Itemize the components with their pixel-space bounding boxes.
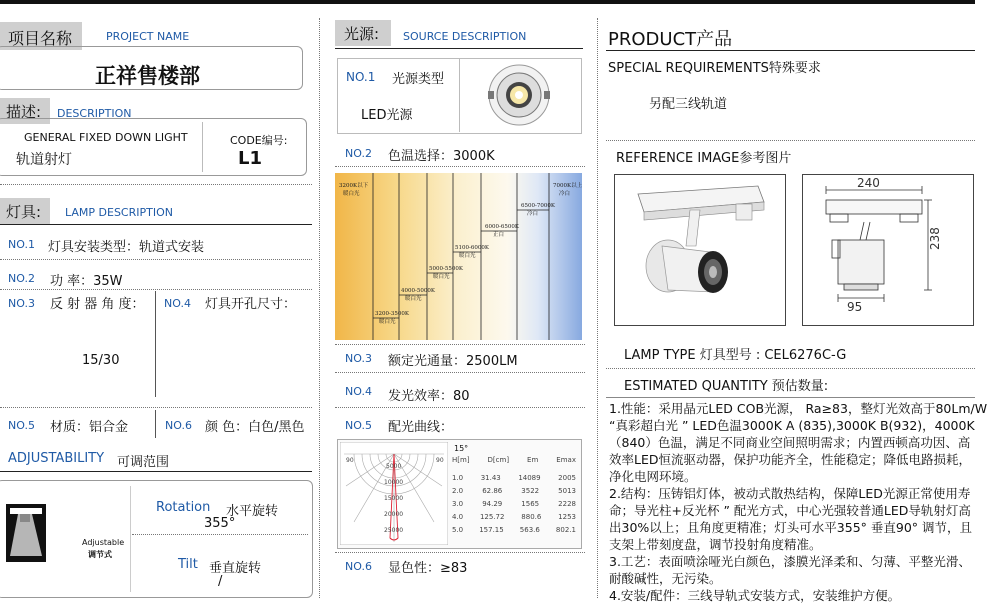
color: 颜 色：白色/黑色 (205, 420, 305, 435)
no2-label: NO.2 (8, 272, 35, 285)
adjustable-icon (6, 504, 46, 562)
project-name: 正祥售楼部 (95, 64, 200, 88)
no6-label: NO.6 (165, 419, 192, 432)
curve-table-cell: 1565 (521, 500, 540, 508)
curve-table (452, 456, 576, 464)
divider-left-mid (319, 18, 320, 598)
spec-line: 1.性能：采用晶元LED COB光源， Ra≥83，整灯光效高于80Lm/W (609, 401, 988, 416)
rule-cct (335, 166, 585, 167)
source-label: 光源: (344, 25, 380, 43)
rule-no1 (0, 259, 312, 260)
adjust-en: ADJUSTABILITY (8, 451, 105, 466)
curve-table-cell: 563.6 (519, 526, 540, 534)
svg-text:暖白光: 暖白光 (343, 191, 360, 197)
top-rule (0, 0, 975, 4)
spec-label-4: 5000-5500K (429, 266, 463, 272)
source-type: 光源类型 (392, 72, 445, 87)
rule-lamp (0, 224, 312, 225)
spec-line: 净化电网环境。 (609, 469, 697, 484)
svg-text:暖白光: 暖白光 (459, 253, 476, 259)
curve-table-cell: 14089 (518, 474, 541, 482)
src-no6: NO.6 (345, 560, 372, 573)
curve-label: 配光曲线： (388, 420, 454, 435)
spec-label-6: 6000-6500K (485, 224, 519, 230)
adjustable-label-en: Adjustable (82, 538, 125, 547)
curve-table-row (452, 513, 576, 521)
spec-line: （840）色温，满足不同商业空间照明需求；内置西顿高功因、高 (609, 435, 971, 450)
no3-label: NO.3 (8, 297, 35, 310)
dim-height: 238 (928, 227, 942, 250)
rotation-cn: 水平旋转 (226, 504, 279, 519)
polar-curve (340, 442, 448, 545)
rotation-en: Rotation (156, 500, 211, 515)
spec-paragraphs (609, 400, 1001, 604)
rule-source (335, 48, 583, 49)
led-module-image (486, 62, 552, 128)
curve-header: D[cm] (487, 456, 510, 464)
special-value: 另配三线轨道 (649, 97, 728, 112)
adjust-inner-divider (130, 486, 131, 592)
general-cn: 轨道射灯 (16, 152, 72, 168)
curve-rows (452, 474, 576, 539)
rule-no2 (0, 289, 312, 290)
curve-tick-1: 5000 (386, 463, 402, 470)
power: 功 率：35W (50, 274, 123, 289)
curve-table-cell: 5.0 (452, 526, 464, 534)
cct: 色温选择：3000K (388, 149, 495, 164)
curve-tick-2: 10000 (384, 479, 404, 486)
tilt-en: Tilt (178, 557, 198, 572)
curve-table-cell: 2228 (558, 500, 576, 508)
curve-table-cell: 62.86 (482, 487, 503, 495)
curve-table-row (452, 487, 576, 495)
curve-tick-5: 25000 (384, 527, 404, 534)
curve-tick-3: 15000 (384, 495, 404, 502)
project-label: 项目名称 (8, 29, 73, 48)
curve-table-cell: 880.6 (521, 513, 542, 521)
spec-label-2: 3200-3500K (375, 311, 409, 317)
adjust-cn: 可调范围 (117, 455, 170, 470)
curve-table-cell: 94.29 (482, 500, 503, 508)
rule-no34 (0, 407, 312, 408)
spec-line: 2.结构：压铸铝灯体，被动式散热结构，保障LED光源正常使用寿 (609, 486, 971, 501)
svg-text:正白: 正白 (493, 232, 505, 238)
curve-header: H[m] (452, 456, 470, 464)
spec-label-8: 7000K以上 (553, 183, 582, 189)
rule-rotation (132, 534, 308, 535)
spec-label-5: 5100-6000K (455, 245, 489, 251)
material: 材质：铝合金 (50, 420, 129, 435)
adjustable-label-cn: 调节式 (88, 550, 112, 559)
curve-table-cell: 5013 (558, 487, 576, 495)
rotation-value: 355° (204, 516, 236, 531)
curve-table-cell: 3522 (521, 487, 540, 495)
src-no5: NO.5 (345, 419, 372, 432)
hole-label: 灯具开孔尺寸： (205, 297, 297, 312)
product-title: PRODUCT产品 (608, 29, 733, 50)
desc-label: 描述: (6, 103, 42, 121)
src-no2: NO.2 (345, 147, 372, 160)
curve-table-row (452, 526, 576, 534)
curve-angle: 15° (454, 444, 469, 453)
curve-table-row (452, 500, 576, 508)
beam-value: 15/30 (82, 353, 120, 368)
spec-label-1: 3200K以下 (339, 183, 369, 189)
spec-line: 3.工艺：表面喷涂哑光白颜色，漆膜光泽柔和、匀薄、平整光滑、 (609, 554, 971, 569)
src-no4: NO.4 (345, 385, 372, 398)
tilt-cn: 垂直旋转 (209, 561, 262, 576)
curve-table-cell: 31.43 (480, 474, 501, 482)
efficacy: 发光效率：80 (388, 389, 470, 404)
rule-special (606, 140, 975, 141)
project-label-en: PROJECT NAME (106, 30, 190, 43)
rule-lamp-type (606, 368, 975, 369)
divider-mid-right (597, 18, 598, 598)
estimated-quantity: ESTIMATED QUANTITY 预估数量: (624, 379, 829, 394)
curve-tick-4: 20000 (384, 511, 404, 518)
no5-label: NO.5 (8, 419, 35, 432)
rule-spectrum (335, 344, 585, 345)
rule-estimated (606, 397, 975, 398)
desc-label-en: DESCRIPTION (57, 107, 132, 120)
spec-line: “真彩超白光 ” LED色温3000K A (835),3000K B(932)，4000K (609, 418, 975, 433)
src-no1: NO.1 (346, 70, 376, 84)
rule-product (606, 50, 975, 51)
flux: 额定光通量：2500LM (388, 354, 518, 369)
source-box-divider (459, 58, 460, 132)
dim-width: 240 (857, 176, 880, 190)
curve-table-cell: 1253 (558, 513, 576, 521)
source-value: LED光源 (361, 108, 413, 123)
svg-text:冷白: 冷白 (527, 211, 539, 217)
curve-table-row (452, 474, 576, 482)
src-no3: NO.3 (345, 352, 372, 365)
spec-label-3: 4000-5000K (401, 288, 435, 294)
curve-table-cell: 802.1 (555, 526, 576, 534)
special-requirements: SPECIAL REQUIREMENTS特殊要求 (608, 61, 821, 76)
spec-line: 支架上带刻度盘，调节投射角度精准。 (609, 537, 822, 552)
curve-table-cell: 3.0 (452, 500, 464, 508)
svg-text:冷白: 冷白 (559, 191, 571, 197)
spec-line: 耐酸碱性，无污染。 (609, 571, 722, 586)
curve-table-cell: 125.72 (479, 513, 505, 521)
no5-no6-divider (155, 410, 156, 438)
rule-adjust (0, 471, 312, 472)
lamp-label-en: LAMP DESCRIPTION (65, 206, 173, 219)
code-value: L1 (238, 148, 262, 169)
spec-line: 命；导光柱+反光杯 ” 配光方式，中心光强较普通LED导轨射灯高 (609, 503, 971, 518)
spec-label-7: 6500-7000K (521, 203, 555, 209)
track-spotlight-photo (616, 176, 782, 322)
curve-table-cell: 157.15 (479, 526, 504, 534)
tilt-value: / (218, 574, 223, 589)
general-en: GENERAL FIXED DOWN LIGHT (24, 131, 188, 144)
adjust-box (0, 480, 313, 598)
reference-image: REFERENCE IMAGE参考图片 (616, 151, 792, 166)
curve-table-cell: 1.0 (452, 474, 464, 482)
desc-divider (202, 122, 203, 172)
svg-text:暖白光: 暖白光 (433, 274, 450, 280)
no3-no4-divider (155, 291, 156, 397)
rule-flux (335, 372, 585, 373)
no4-label: NO.4 (164, 297, 191, 310)
code-label: CODE编号: (230, 134, 288, 147)
install-type: 灯具安装类型：轨道式安装 (48, 240, 205, 255)
lamp-type: LAMP TYPE 灯具型号 : CEL6276C-G (624, 348, 847, 363)
curve-table-cell: 2005 (558, 474, 576, 482)
rule-efficacy (335, 407, 585, 408)
spec-line: 出30%以上；且角度更精准；灯头可水平355° 垂直90° 调节，且 (609, 520, 972, 535)
cri: 显色性：≥83 (388, 561, 468, 576)
svg-text:90: 90 (436, 457, 444, 464)
spec-line: 4.安装/配件：三线导轨式安装方式，安装维护方便。 (609, 588, 901, 603)
curve-table-cell: 4.0 (452, 513, 464, 521)
no1-label: NO.1 (8, 238, 35, 251)
spec-line: 效率LED恒流驱动器，保护功能齐全，性能稳定；降低电路损耗， (609, 452, 971, 467)
dim-depth: 95 (847, 300, 863, 314)
svg-text:暖白光: 暖白光 (379, 319, 396, 325)
curve-table-cell: 2.0 (452, 487, 464, 495)
beam-label: 反 射 器 角 度： (50, 297, 145, 312)
technical-drawing (804, 176, 970, 322)
rule-lamp-top (0, 184, 312, 185)
lamp-label: 灯具: (6, 203, 42, 221)
curve-header: Em (527, 456, 539, 464)
rule-curve (335, 552, 585, 553)
svg-text:暖白光: 暖白光 (405, 296, 422, 302)
color-temperature-spectrum (335, 173, 582, 340)
curve-header: Emax (556, 456, 576, 464)
source-label-en: SOURCE DESCRIPTION (403, 30, 527, 43)
svg-text:90: 90 (346, 457, 354, 464)
